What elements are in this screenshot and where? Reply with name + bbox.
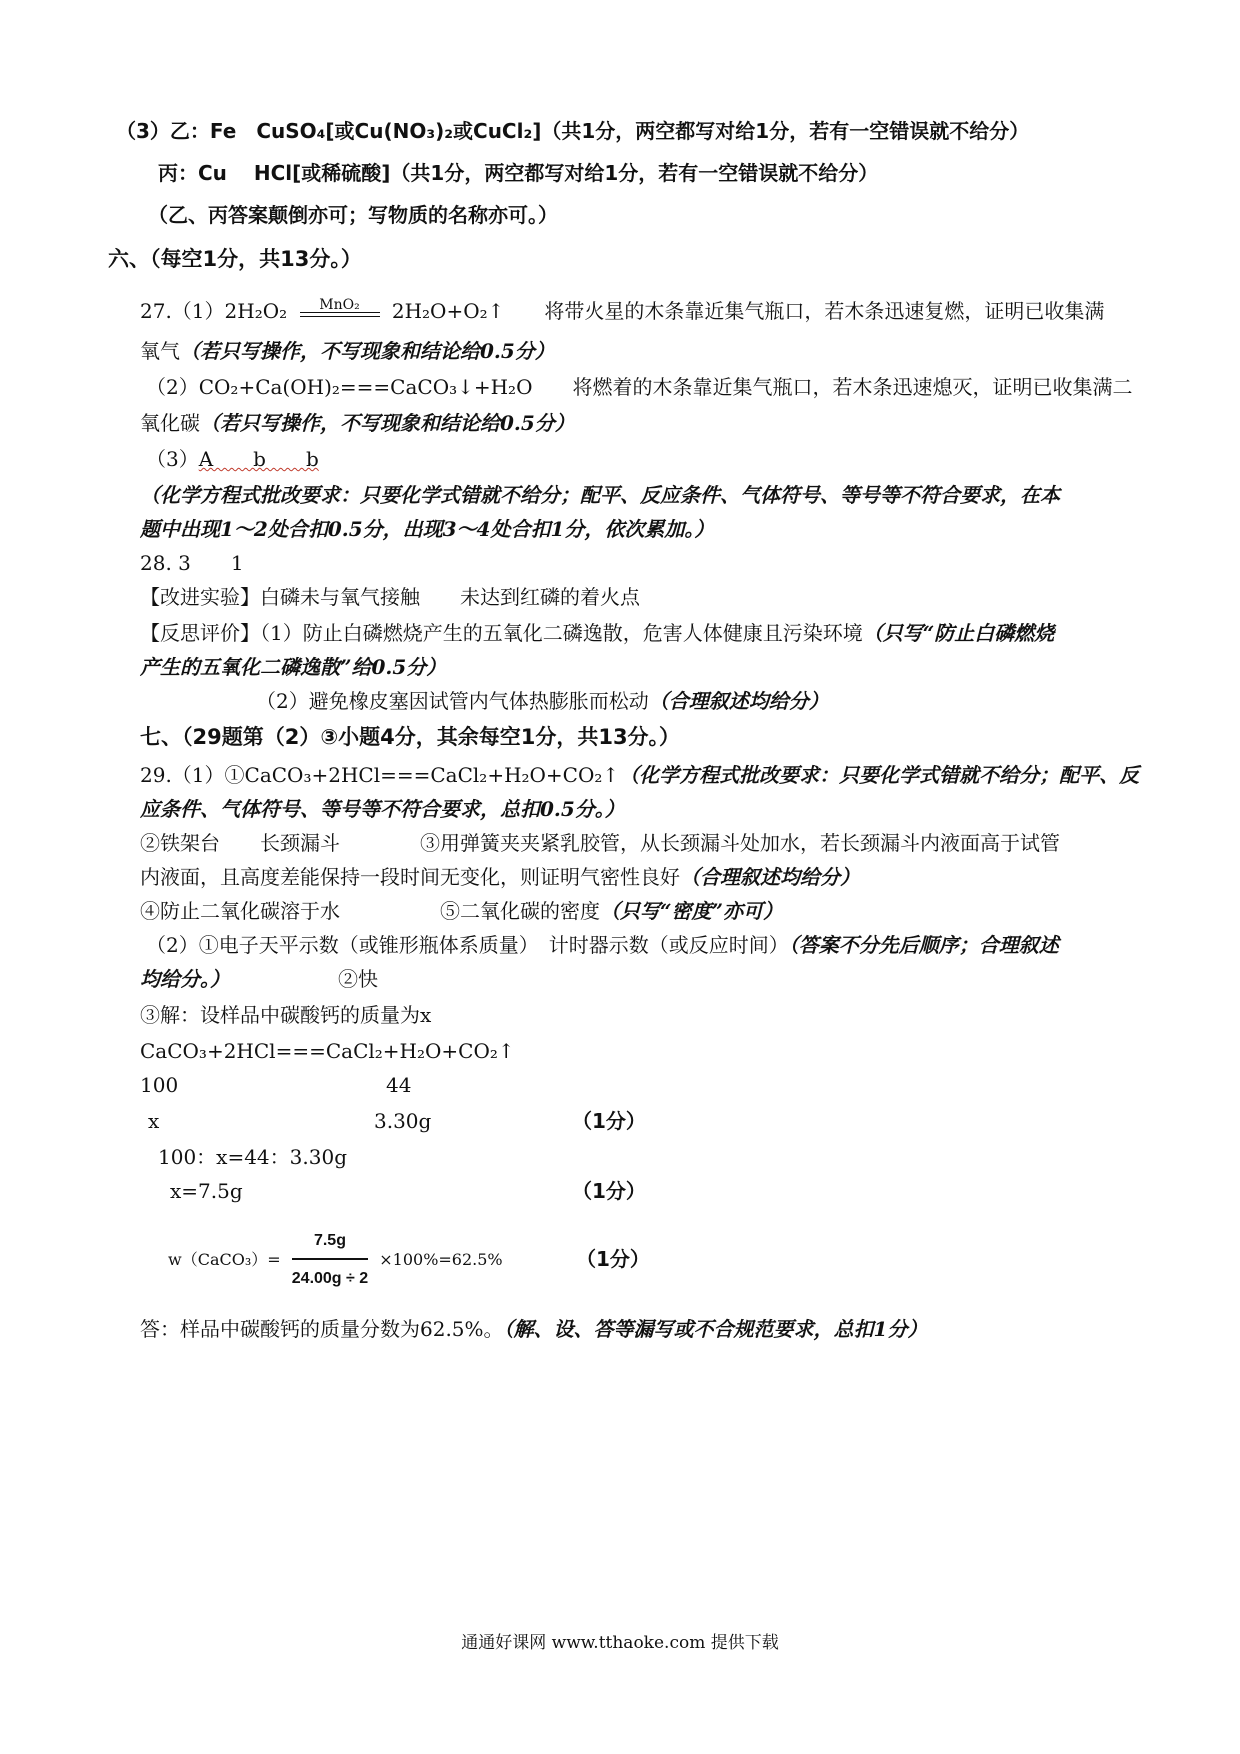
q29-1-equation: 29.（1）①CaCO₃+2HCl===CaCl₂+H₂O+CO₂↑ xyxy=(140,763,620,787)
q27-1-line xyxy=(140,298,1104,326)
q29-1-line xyxy=(140,762,1139,788)
equation-grading-note-2: 题中出现1～2处合扣0.5分，出现3～4处合扣1分，依次累加。） xyxy=(140,517,715,541)
calc-x: x xyxy=(148,1109,160,1133)
q28-line: 28. 3 1 xyxy=(140,551,244,575)
q29-4-line xyxy=(140,898,783,924)
q29-3-text: 内液面，且高度差能保持一段时间无变化，则证明气密性良好 xyxy=(140,865,680,889)
q28-reflect-1 xyxy=(140,620,1054,646)
calc-molar-100: 100 xyxy=(140,1073,179,1097)
answer-note-swap: （乙、丙答案颠倒亦可；写物质的名称亦可。） xyxy=(148,203,558,227)
formula-rhs: ×100%=62.5% xyxy=(379,1250,503,1269)
q29-3-note: （合理叙述均给分） xyxy=(680,865,860,889)
final-answer-text: 答：样品中碳酸钙的质量分数为62.5%。 xyxy=(140,1317,504,1341)
q29-5-text: （2）①电子天平示数（或锥形瓶体系质量） 计时器示数（或反应时间） xyxy=(146,933,789,957)
q27-1-product: 2H₂O+O₂↑ 将带火星的木条靠近集气瓶口，若木条迅速复燃，证明已收集满 xyxy=(391,299,1105,323)
fraction-denominator: 24.00g ÷ 2 xyxy=(291,1270,369,1287)
calc-equation: CaCO₃+2HCl===CaCl₂+H₂O+CO₂↑ xyxy=(140,1039,515,1063)
formula-lhs: w（CaCO₃）= xyxy=(168,1250,281,1269)
answer-line-3-yi: （3）乙：Fe CuSO₄[或Cu(NO₃)₂或CuCl₂]（共1分，两空都写对给1分，若有一空错误就不给分） xyxy=(116,119,1030,143)
final-answer-note: （解、设、答等漏写或不合规范要求，总扣1分） xyxy=(503,1317,928,1341)
calc-molar-44: 44 xyxy=(386,1073,412,1097)
q27-3-answer: A b b xyxy=(198,447,319,471)
q28-reflect-1-note: （只写“防止白磷燃烧 xyxy=(862,621,1055,645)
q29-6-note: 均给分。） xyxy=(140,967,230,991)
q29-2-line: ②铁架台 长颈漏斗 ③用弹簧夹夹紧乳胶管，从长颈漏斗处加水，若长颈漏斗内液面高于试管 xyxy=(140,831,1060,855)
answer-line-bing: 丙：Cu HCl[或稀硫酸]（共1分，两空都写对给1分，若有一空错误就不给分） xyxy=(158,161,879,185)
fraction-numerator: 7.5g xyxy=(292,1226,368,1260)
q29-4-note: （只写“密度”亦可） xyxy=(600,899,784,923)
catalyst-label: MnO₂ xyxy=(319,296,360,313)
q28-reflect-2 xyxy=(256,688,829,714)
q27-2-cont-text: 氧化碳 xyxy=(140,411,200,435)
section-seven-heading: 七、（29题第（2）③小题4分，其余每空1分，共13分。） xyxy=(140,725,681,749)
q28-reflect-2-note: （合理叙述均给分） xyxy=(648,689,829,713)
q29-5-note: （答案不分先后顺序；合理叙述 xyxy=(788,933,1059,957)
mass-fraction-formula xyxy=(168,1226,503,1294)
q29-6-text: ②快 xyxy=(338,967,378,991)
q29-1-note-cont: 应条件、气体符号、等号等不符合要求，总扣0.5分。） xyxy=(140,797,625,821)
score-2: （1分） xyxy=(572,1179,646,1203)
calc-mass: 3.30g xyxy=(374,1109,432,1133)
footer-credit: 通通好课网 www.tthaoke.com 提供下载 xyxy=(461,1633,779,1653)
q28-reflect-1-text: 【反思评价】（1）防止白磷燃烧产生的五氧化二磷逸散，危害人体健康且污染环境 xyxy=(140,621,863,645)
q28-reflect-2-text: （2）避免橡皮塞因试管内气体热膨胀而松动 xyxy=(256,689,649,713)
q27-2-line: （2）CO₂+Ca(OH)₂===CaCO₃↓+H₂O 将燃着的木条靠近集气瓶口，若木条迅速熄灭，证明已收集满二 xyxy=(146,375,1133,399)
calc-proportion: 100：x=44：3.30g xyxy=(158,1145,347,1169)
score-1: （1分） xyxy=(572,1109,646,1133)
reaction-condition xyxy=(300,296,380,326)
q29-4-text: ④防止二氧化碳溶于水 ⑤二氧化碳的密度 xyxy=(140,899,600,923)
q27-1-cont-text: 氧气 xyxy=(140,339,180,363)
q27-1-cont xyxy=(140,338,555,364)
q27-1-reactant: 27.（1）2H₂O₂ xyxy=(140,299,288,323)
q29-5-line xyxy=(146,932,1059,958)
q27-1-note: （若只写操作，不写现象和结论给0.5分） xyxy=(180,339,555,363)
calc-result: x=7.5g xyxy=(170,1179,243,1203)
section-six-heading: 六、（每空1分，共13分。） xyxy=(108,247,362,271)
q28-improve: 【改进实验】白磷未与氧气接触 未达到红磷的着火点 xyxy=(140,585,640,609)
calc-setup: ③解：设样品中碳酸钙的质量为x xyxy=(140,1003,432,1027)
q29-1-note: （化学方程式批改要求：只要化学式错就不给分；配平、反 xyxy=(619,763,1140,787)
q27-2-cont xyxy=(140,410,575,436)
q28-reflect-1-note-cont: 产生的五氧化二磷逸散”给0.5分） xyxy=(140,655,447,679)
formula-fraction xyxy=(292,1226,368,1294)
q27-3-prefix: （3） xyxy=(146,447,199,471)
q29-3-line xyxy=(140,864,860,890)
final-answer xyxy=(140,1316,927,1342)
q27-3-line xyxy=(146,446,319,472)
score-3: （1分） xyxy=(576,1247,650,1271)
equation-grading-note-1: （化学方程式批改要求：只要化学式错就不给分；配平、反应条件、气体符号、等号等不符合要求，在本 xyxy=(140,483,1060,507)
q27-2-note: （若只写操作，不写现象和结论给0.5分） xyxy=(200,411,575,435)
q29-6-line xyxy=(140,966,378,992)
